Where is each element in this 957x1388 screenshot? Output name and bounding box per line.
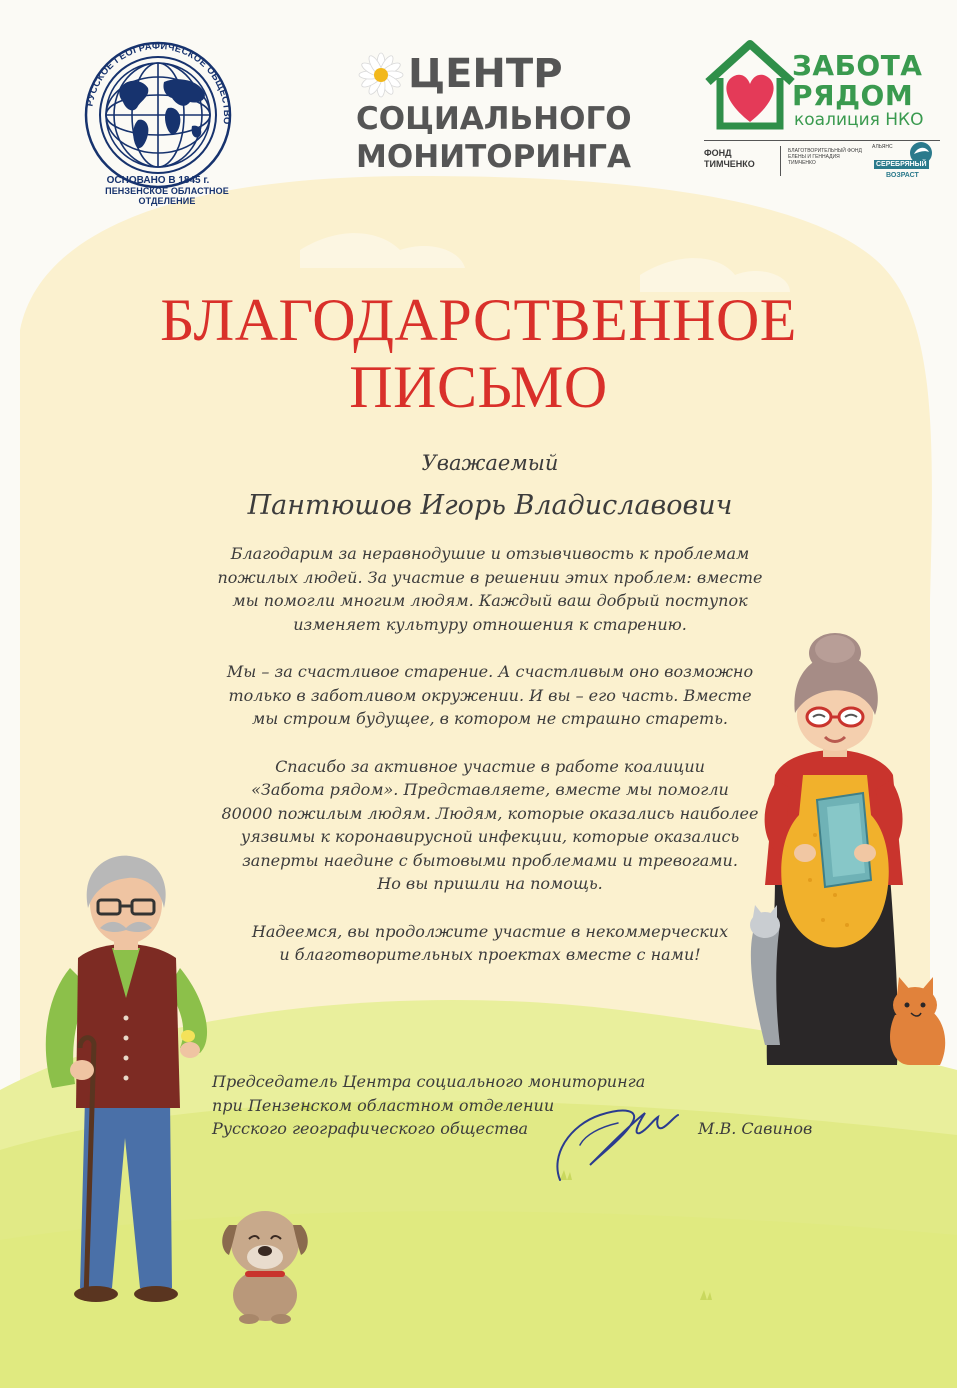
signatory-title-line: Председатель Центра социального мониторинга [212,1072,646,1091]
fond-line2: ТИМЧЕНКО [704,159,755,169]
daisy-icon [358,52,404,98]
rgo-logo [68,40,248,206]
rgo-founded: ОСНОВАНО В 1845 г. [106,175,210,186]
text-line: и благотворительных проектах вместе с нами! [279,945,701,964]
text-line: Надеемся, вы продолжите участие в некоммерческих [251,921,729,941]
fond-elena-gennady: БЛАГОТВОРИТЕЛЬНЫЙ ФОНД ЕЛЕНЫ И ГЕННАДИЯ ТИМЧЕНКО [788,148,862,166]
letter-body [180,542,800,967]
paragraph-1 [180,542,800,636]
grandmother-illustration [735,625,955,1085]
zabota-line1: ЗАБОТА [792,49,923,82]
alliance-line1: СЕРЕБРЯНЫЙ [876,161,927,168]
rgo-ring-text: РУССКОЕ ГЕОГРАФИЧЕСКОЕ ОБЩЕСТВО [83,40,234,126]
signatory-title-line: Русского географического общества [212,1119,529,1138]
text-line: Мы – за счастливое старение. А счастливым оно возможно [226,662,754,681]
center-logo-line1: ЦЕНТР [408,51,563,97]
rgo-emblem [68,40,248,190]
house-heart-icon [702,38,798,134]
text-line: заперты наедине с бытовыми проблемами и тревогами. [242,850,738,870]
alliance-label: АЛЬЯНС [872,144,893,150]
center-logo-line2: СОЦИАЛЬНОГО [356,101,632,137]
paragraph-2 [180,660,800,731]
center-logo [352,50,632,180]
title-line2: ПИСЬМО [349,354,608,420]
zabota-logo [700,36,950,186]
zabota-line2: РЯДОМ [792,79,914,112]
text-line: Но вы пришли на помощь. [377,874,603,893]
alliance-line2: ВОЗРАСТ [886,172,919,179]
zabota-line3: коалиция НКО [794,110,924,130]
grandfather-illustration [30,848,230,1318]
paragraph-3 [180,755,800,896]
paragraph-4 [180,920,800,967]
rgo-branch: ПЕНЗЕНСКОЕ ОБЛАСТНОЕ ОТДЕЛЕНИЕ [105,186,229,206]
text-line: уязвимы к коронавирусной инфекции, которые оказались [240,827,740,846]
signatory-name: М.В. Савинов [698,1119,813,1138]
text-line: Спасибо за активное участие в работе коалиции [275,756,705,776]
text-line: изменяет культуру отношения к старению. [293,614,687,634]
salutation: Уважаемый [421,451,559,475]
text-line: мы строим будущее, в котором не страшно стареть. [251,709,729,728]
text-line: «Забота рядом». Представляете, вместе мы помогли [251,780,729,799]
partners-separator [780,146,781,176]
silver-age-logo [872,140,942,182]
text-line: пожилых людей. За участие в решении этих проблем: вместе [217,567,763,587]
text-line: только в заботливом окружении. И вы – его часть. Вместе [228,685,752,705]
text-line: Благодарим за неравнодушие и отзывчивость к проблемам [230,544,750,563]
title-line1: БЛАГОДАРСТВЕННОЕ [160,287,797,353]
dog-illustration [215,1195,315,1325]
fond-timchenko [704,148,755,170]
text-line: 80000 пожилым людям. Людям, которые оказались наиболее [221,803,759,823]
recipient-name: Пантюшов Игорь Владиславович [247,490,733,521]
handwritten-signature [540,1085,690,1190]
text-line: мы помогли многим людям. Каждый ваш добрый поступок [232,591,748,610]
center-logo-line3: МОНИТОРИНГА [356,139,631,175]
fond-line1: ФОНД [704,148,732,158]
signatory-title-line: при Пензенском областном отделении [212,1095,555,1115]
